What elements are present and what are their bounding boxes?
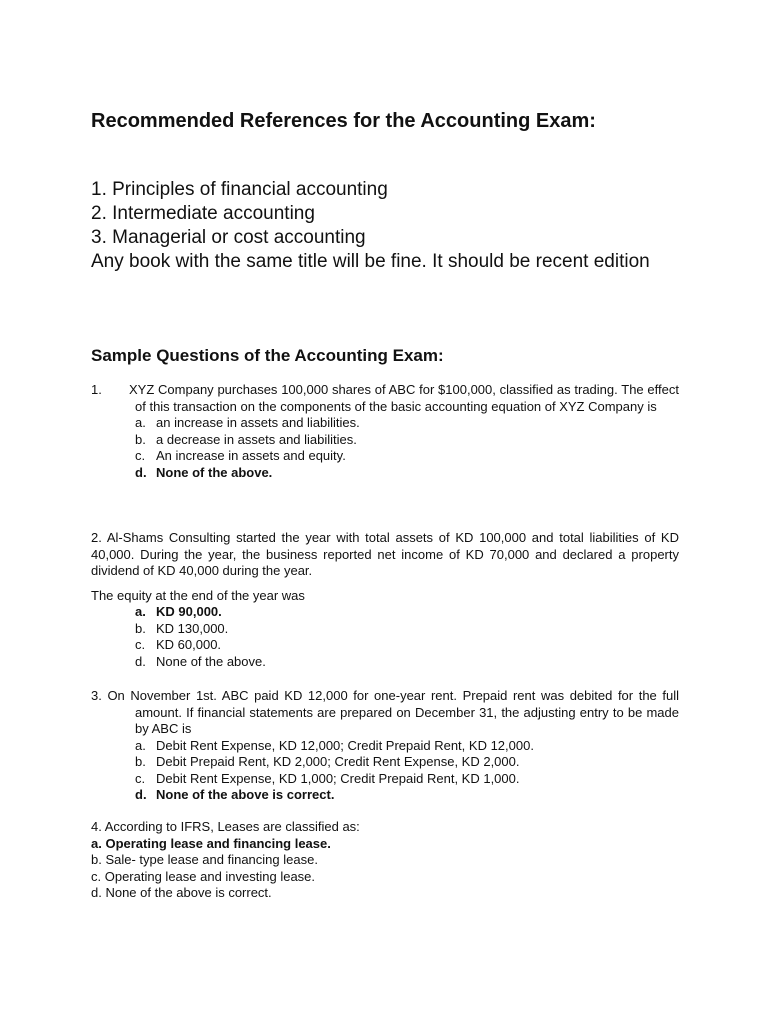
reference-item: 2. Intermediate accounting [91, 203, 315, 224]
answer-option-a-correct: a. KD 90,000. [135, 604, 222, 619]
answer-option-d: d. None of the above. [135, 653, 266, 669]
answer-options [91, 738, 679, 804]
answer-option-d-correct: d. None of the above. [135, 464, 273, 480]
references-note: Any book with the same title will be fine. It should be recent edition [91, 251, 650, 272]
question-stem: XYZ Company purchases 100,000 shares of ABC for $100,000, classified as trading. The effect of this transaction on the components of the basic accounting equation of XYZ Company is [129, 382, 679, 414]
answer-option-c: c. KD 60,000. [135, 637, 222, 652]
question-3 [91, 688, 679, 804]
answer-option-a-correct: a. Operating lease and financing lease. [91, 835, 331, 851]
sample-questions-heading: Sample Questions of the Accounting Exam: [91, 346, 444, 365]
question-stem: 2. Al-Shams Consulting started the year with total assets of KD 100,000 and total liabilities of KD 40,000. During the year, the business reported net income of KD 70,000 and declared a property dividend of KD 40,000 during the year. [91, 530, 679, 578]
reference-item: 3. Managerial or cost accounting [91, 227, 366, 248]
question-stem: 3. On November 1st. ABC paid KD 12,000 for one-year rent. Prepaid rent was debited for the full amount. If financial statements are prepared on December 31, the adjusting entry to be made by ABC is [91, 688, 679, 736]
answer-option-b: b. Debit Prepaid Rent, KD 2,000; Credit Rent Expense, KD 2,000. [135, 754, 520, 769]
question-4 [91, 819, 679, 902]
answer-option-a: a. Debit Rent Expense, KD 12,000; Credit Prepaid Rent, KD 12,000. [135, 737, 534, 753]
question-lead: The equity at the end of the year was [91, 587, 305, 603]
answer-option-a: a. an increase in assets and liabilities. [135, 415, 360, 430]
answer-option-d-correct: d. None of the above is correct. [135, 787, 335, 802]
answer-options [91, 604, 679, 670]
question-1 [91, 382, 679, 481]
answer-option-c: c. An increase in assets and equity. [135, 448, 346, 463]
question-stem: 4. According to IFRS, Leases are classified as: [91, 819, 360, 834]
references-list [91, 178, 691, 250]
question-number: 1. [91, 382, 102, 397]
answer-option-d: d. None of the above is correct. [91, 885, 272, 900]
answer-option-b: b. a decrease in assets and liabilities. [135, 431, 357, 447]
answer-option-c: c. Operating lease and investing lease. [91, 868, 316, 884]
reference-item: 1. Principles of financial accounting [91, 179, 388, 200]
answer-option-b: b. Sale- type lease and financing lease. [91, 852, 318, 867]
answer-options [91, 415, 679, 481]
answer-option-b: b. KD 130,000. [135, 620, 229, 636]
references-heading: Recommended References for the Accounting Exam: [91, 110, 596, 132]
question-2 [91, 530, 679, 670]
answer-option-c: c. Debit Rent Expense, KD 1,000; Credit Prepaid Rent, KD 1,000. [135, 770, 520, 786]
